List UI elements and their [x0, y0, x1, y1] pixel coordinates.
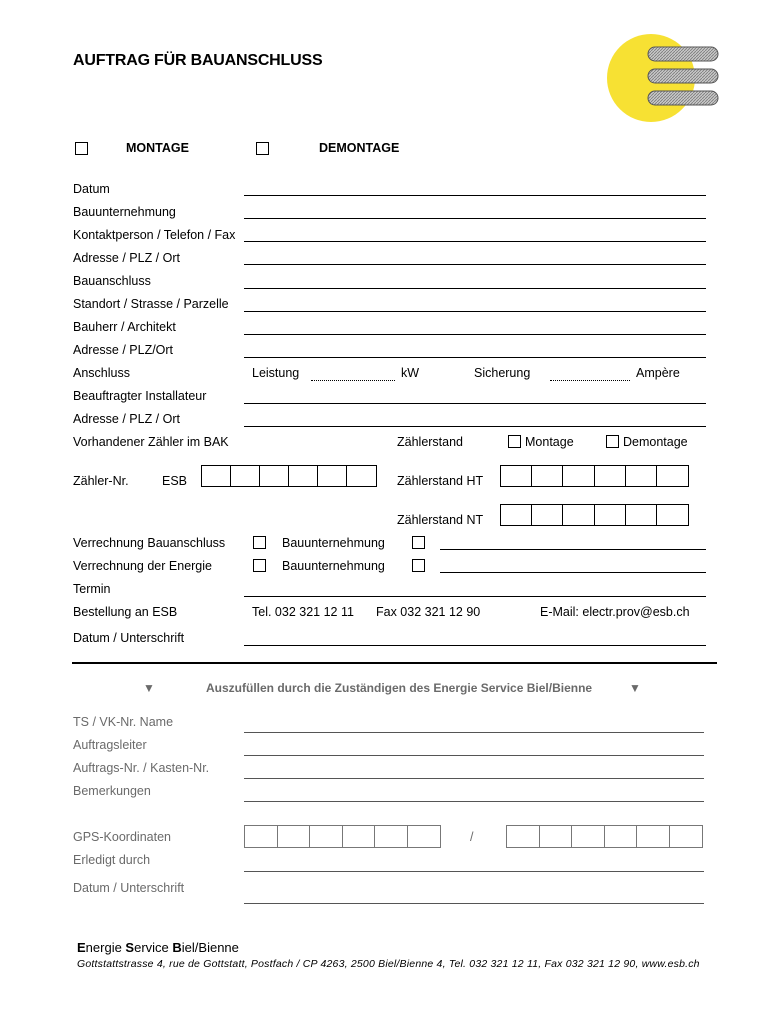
installateur-label: Beauftragter Installateur: [73, 389, 207, 403]
zaehlerstand-ht-boxes[interactable]: [500, 465, 689, 487]
down-arrow-icon: ▼: [629, 681, 641, 695]
ts-label: TS / VK-Nr. Name: [73, 715, 174, 729]
leistung-field[interactable]: [311, 380, 395, 381]
datum-label: Datum: [73, 182, 110, 196]
verr-energie-other-checkbox[interactable]: [412, 559, 425, 572]
adresse3-label: Adresse / PLZ / Ort: [73, 412, 180, 426]
internal-heading: Auszufüllen durch die Zuständigen des Energie Service Biel/Bienne: [206, 681, 593, 695]
bauanschluss-field[interactable]: [244, 288, 706, 289]
adresse2-label: Adresse / PLZ/Ort: [73, 343, 174, 357]
bestellung-label: Bestellung an ESB: [73, 605, 178, 619]
erledigt-label: Erledigt durch: [73, 853, 151, 867]
zaehler-demontage-label: Demontage: [623, 435, 688, 449]
bauunternehmung-field[interactable]: [244, 218, 706, 219]
datum-unterschrift-label: Datum / Unterschrift: [73, 631, 185, 645]
adresse1-label: Adresse / PLZ / Ort: [73, 251, 180, 265]
bauherr-label: Bauherr / Architekt: [73, 320, 176, 334]
gps-label: GPS-Koordinaten: [73, 830, 171, 844]
company-address: Gottstattstrasse 4, rue de Gottstatt, Postfach / CP 4263, 2500 Biel/Bienne 4, Tel. 032 321 12 11, Fax 032 321 12 90, www.esb.ch: [77, 958, 700, 970]
kontakt-label: Kontaktperson / Telefon / Fax: [73, 228, 236, 242]
sicherung-field[interactable]: [550, 380, 630, 381]
verr-energie-checkbox[interactable]: [253, 559, 266, 572]
erledigt-field[interactable]: [244, 871, 704, 872]
verr-energie-label: Verrechnung der Energie: [73, 559, 212, 573]
verr-bau-other-field[interactable]: [440, 549, 706, 550]
page-title: AUFTRAG FÜR BAUANSCHLUSS: [73, 52, 323, 69]
verr-bau-checkbox[interactable]: [253, 536, 266, 549]
sicherung-label: Sicherung: [474, 366, 531, 380]
verr-bau-option: Bauunternehmung: [282, 536, 385, 550]
bemerkungen-label: Bemerkungen: [73, 784, 151, 798]
standort-field[interactable]: [244, 311, 706, 312]
zaehler-nr-boxes[interactable]: [201, 465, 377, 487]
anschluss-label: Anschluss: [73, 366, 130, 380]
ampere-unit: Ampère: [636, 366, 680, 380]
zaehler-bak-label: Vorhandener Zähler im BAK: [73, 435, 229, 449]
demontage-label: DEMONTAGE: [319, 141, 400, 155]
verr-bau-label: Verrechnung Bauanschluss: [73, 536, 226, 550]
gps-lat-boxes[interactable]: [244, 825, 441, 848]
zaehler-demontage-checkbox[interactable]: [606, 435, 619, 448]
auftragsnr-field[interactable]: [244, 778, 704, 779]
auftragsleiter-field[interactable]: [244, 755, 704, 756]
bauherr-field[interactable]: [244, 334, 706, 335]
tel-text: Tel. 032 321 12 11: [252, 605, 354, 619]
kw-unit: kW: [401, 366, 420, 380]
zaehlerstand-label: Zählerstand: [397, 435, 464, 449]
adresse3-field[interactable]: [244, 426, 706, 427]
ts-field[interactable]: [244, 732, 704, 733]
kontakt-field[interactable]: [244, 241, 706, 242]
down-arrow-icon: ▼: [143, 681, 155, 695]
email-link[interactable]: E-Mail: electr.prov@esb.ch: [540, 605, 690, 619]
adresse1-field[interactable]: [244, 264, 706, 265]
verr-bau-other-checkbox[interactable]: [412, 536, 425, 549]
auftragsnr-label: Auftrags-Nr. / Kasten-Nr.: [73, 761, 210, 775]
internal-datum-label: Datum / Unterschrift: [73, 881, 185, 895]
termin-field[interactable]: [244, 596, 706, 597]
installateur-field[interactable]: [244, 403, 706, 404]
bemerkungen-field[interactable]: [244, 801, 704, 802]
zaehler-montage-checkbox[interactable]: [508, 435, 521, 448]
verr-energie-other-field[interactable]: [440, 572, 706, 573]
zaehlerstand-nt-boxes[interactable]: [500, 504, 689, 526]
auftragsleiter-label: Auftragsleiter: [73, 738, 147, 752]
zaehler-montage-label: Montage: [525, 435, 574, 449]
verr-energie-option: Bauunternehmung: [282, 559, 385, 573]
esb-label: ESB: [162, 474, 188, 488]
standort-label: Standort / Strasse / Parzelle: [73, 297, 229, 311]
datum-unterschrift-field[interactable]: [244, 645, 706, 646]
bauanschluss-label: Bauanschluss: [73, 274, 151, 288]
section-divider: [72, 662, 717, 664]
adresse2-field[interactable]: [244, 357, 706, 358]
gps-separator: /: [470, 830, 474, 844]
zaehlerstand-nt-label: Zählerstand NT: [397, 513, 484, 527]
leistung-label: Leistung: [252, 366, 300, 380]
gps-lon-boxes[interactable]: [506, 825, 703, 848]
montage-label: MONTAGE: [126, 141, 189, 155]
fax-text: Fax 032 321 12 90: [376, 605, 481, 619]
montage-checkbox[interactable]: [75, 142, 88, 155]
company-name: Energie Service Biel/Bienne: [77, 940, 239, 955]
internal-datum-field[interactable]: [244, 903, 704, 904]
termin-label: Termin: [73, 582, 111, 596]
bauunternehmung-label: Bauunternehmung: [73, 205, 176, 219]
esb-logo: [606, 33, 721, 123]
datum-field[interactable]: [244, 195, 706, 196]
zaehlerstand-ht-label: Zählerstand HT: [397, 474, 484, 488]
demontage-checkbox[interactable]: [256, 142, 269, 155]
zaehler-nr-label: Zähler-Nr.: [73, 474, 129, 488]
